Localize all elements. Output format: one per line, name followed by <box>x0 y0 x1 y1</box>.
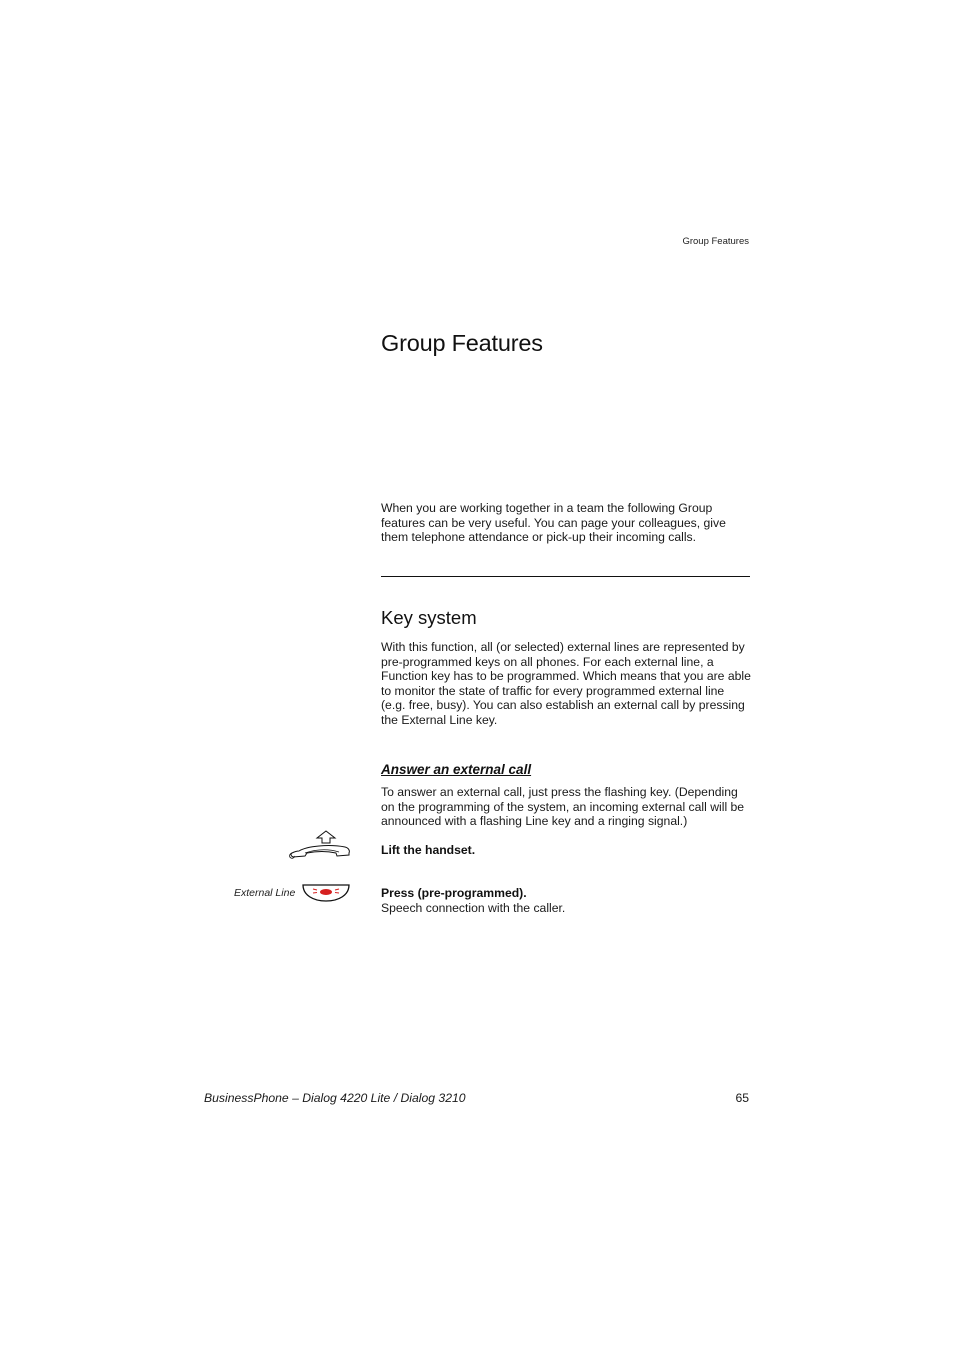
external-line-key-icon <box>301 883 351 903</box>
section-title: Key system <box>381 607 477 628</box>
footer-page-number: 65 <box>735 1091 749 1105</box>
subsection-paragraph: To answer an external call, just press the flashing key. (Depending on the programming of the system, an incoming external call will be announced with a flashing Line key and a ringing signal.) <box>381 785 745 828</box>
step-press-key-description: Speech connection with the caller. <box>381 901 566 915</box>
intro-paragraph: When you are working together in a team the following Group features can be very useful. You can page your colleagues, give them telephone attendance or pick-up their incoming calls. <box>381 501 726 544</box>
section-paragraph: With this function, all (or selected) external lines are represented by pre-programmed keys on all phones. For each external line, a Function key has to be programmed. Which means that you are able to monitor the state of traffic for every programmed external line (e.g. free, busy). You can also establish an external call by pressing the External Line key. <box>381 640 751 727</box>
handset-lift-icon <box>287 829 351 861</box>
subsection-title: Answer an external call <box>381 762 532 777</box>
section-divider <box>381 576 750 577</box>
running-header: Group Features <box>682 236 749 247</box>
step-lift-handset: Lift the handset. <box>381 843 476 857</box>
footer-product-title: BusinessPhone – Dialog 4220 Lite / Dialog 3210 <box>204 1091 466 1105</box>
page-title: Group Features <box>381 330 543 356</box>
step-press-key: Press (pre-programmed). <box>381 886 527 900</box>
external-line-key-label: External Line <box>234 887 296 899</box>
